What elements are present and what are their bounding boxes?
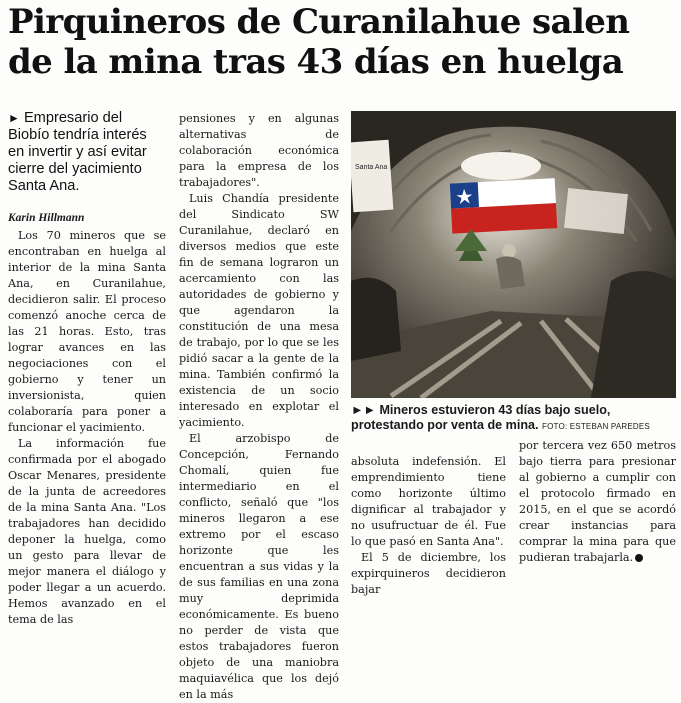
article-paragraph: por tercera vez 650 metros bajo tierra para presionar al gobierno a cumplir con el protocolo firmado en 2015, en el que se acordó crear instancias para comprar la mina para que pudieran trabajarla. bbox=[519, 439, 676, 564]
article-paragraph: pensiones y en algunas alternativas de colaboración económica para la empresa de los trabajadores". bbox=[179, 112, 339, 189]
article-paragraph: Luis Chandía presidente del Sindicato SW Curanilahue, declaró en diversos medios que este fin de semana lograron un acercamiento con las autoridades de gobierno y que agendaron la constitución de una mesa de trabajo, por lo que se les pidió sacar a la gente de la mina. También confirmó la existencia de un socio interesado en explotar el yacimiento. bbox=[179, 192, 339, 429]
miners-photo bbox=[351, 111, 676, 398]
article-paragraph: Los 70 mineros que se encontraban en huelga al interior de la mina Santa Ana, en Curanilahue, decidieron salir. El proceso comenzó anoche cerca de las 21 horas. Esto, tras lograr avances en las negociaciones con el gobierno y tener un inversionista, quien colaboraría para poner a funcionar el yacimiento. bbox=[8, 229, 166, 434]
article-column-2 bbox=[179, 111, 339, 703]
photo-credit: FOTO: ESTEBAN PAREDES bbox=[542, 422, 650, 431]
author-byline: Karin Hillmann bbox=[8, 212, 85, 224]
article-paragraph: La información fue confirmada por el abogado Oscar Menares, presidente de la junta de acreedores de la mina Santa Ana. "Los trabajadores han decidido deponer la huelga, como un gesto para llevar de mejor manera el diálogo y poder llegar a un acuerdo. Hemos avanzado en el tema de las bbox=[8, 437, 166, 626]
headline: Pirquineros de Curanilahue salen de la mina tras 43 días en huelga bbox=[8, 2, 630, 82]
chilean-flag bbox=[450, 178, 557, 233]
article-column-3 bbox=[351, 454, 506, 598]
article-paragraph: El arzobispo de Concepción, Fernando Chomalí, quien fue intermediario en el conflicto, señaló que "los mineros llegaron a ese extremo por el escaso horizonte que les encuentran a sus vidas y la de sus familias en una zona muy deprimida económicamente. Es bueno no perder de vista que estos trabajadores fueron objeto de una maniobra maquiavélica que los dejó en la más bbox=[179, 432, 339, 701]
lead-summary bbox=[8, 110, 166, 195]
article-column-4 bbox=[519, 438, 676, 566]
photo-caption bbox=[351, 403, 676, 434]
caption-bullet: ►► bbox=[351, 403, 376, 417]
caption-text: Mineros estuvieron 43 días bajo suelo, protestando por venta de mina. bbox=[351, 403, 611, 432]
photo-sign-text: Santa Ana bbox=[355, 164, 388, 171]
article-column-1 bbox=[8, 228, 166, 628]
end-of-article-mark bbox=[635, 554, 643, 562]
lead-bullet: ► bbox=[8, 111, 20, 125]
article-paragraph: absoluta indefensión. El emprendimiento tiene como horizonte último dignificar al trabajador y no usufructuar de él. Fue lo que pasó en Santa Ana". bbox=[351, 455, 506, 548]
lead-text: Empresario del Biobío tendría interés en invertir y así evitar cierre del yacimiento Santa Ana. bbox=[8, 110, 147, 194]
article-paragraph: El 5 de diciembre, los expirquineros decidieron bajar bbox=[351, 551, 506, 596]
